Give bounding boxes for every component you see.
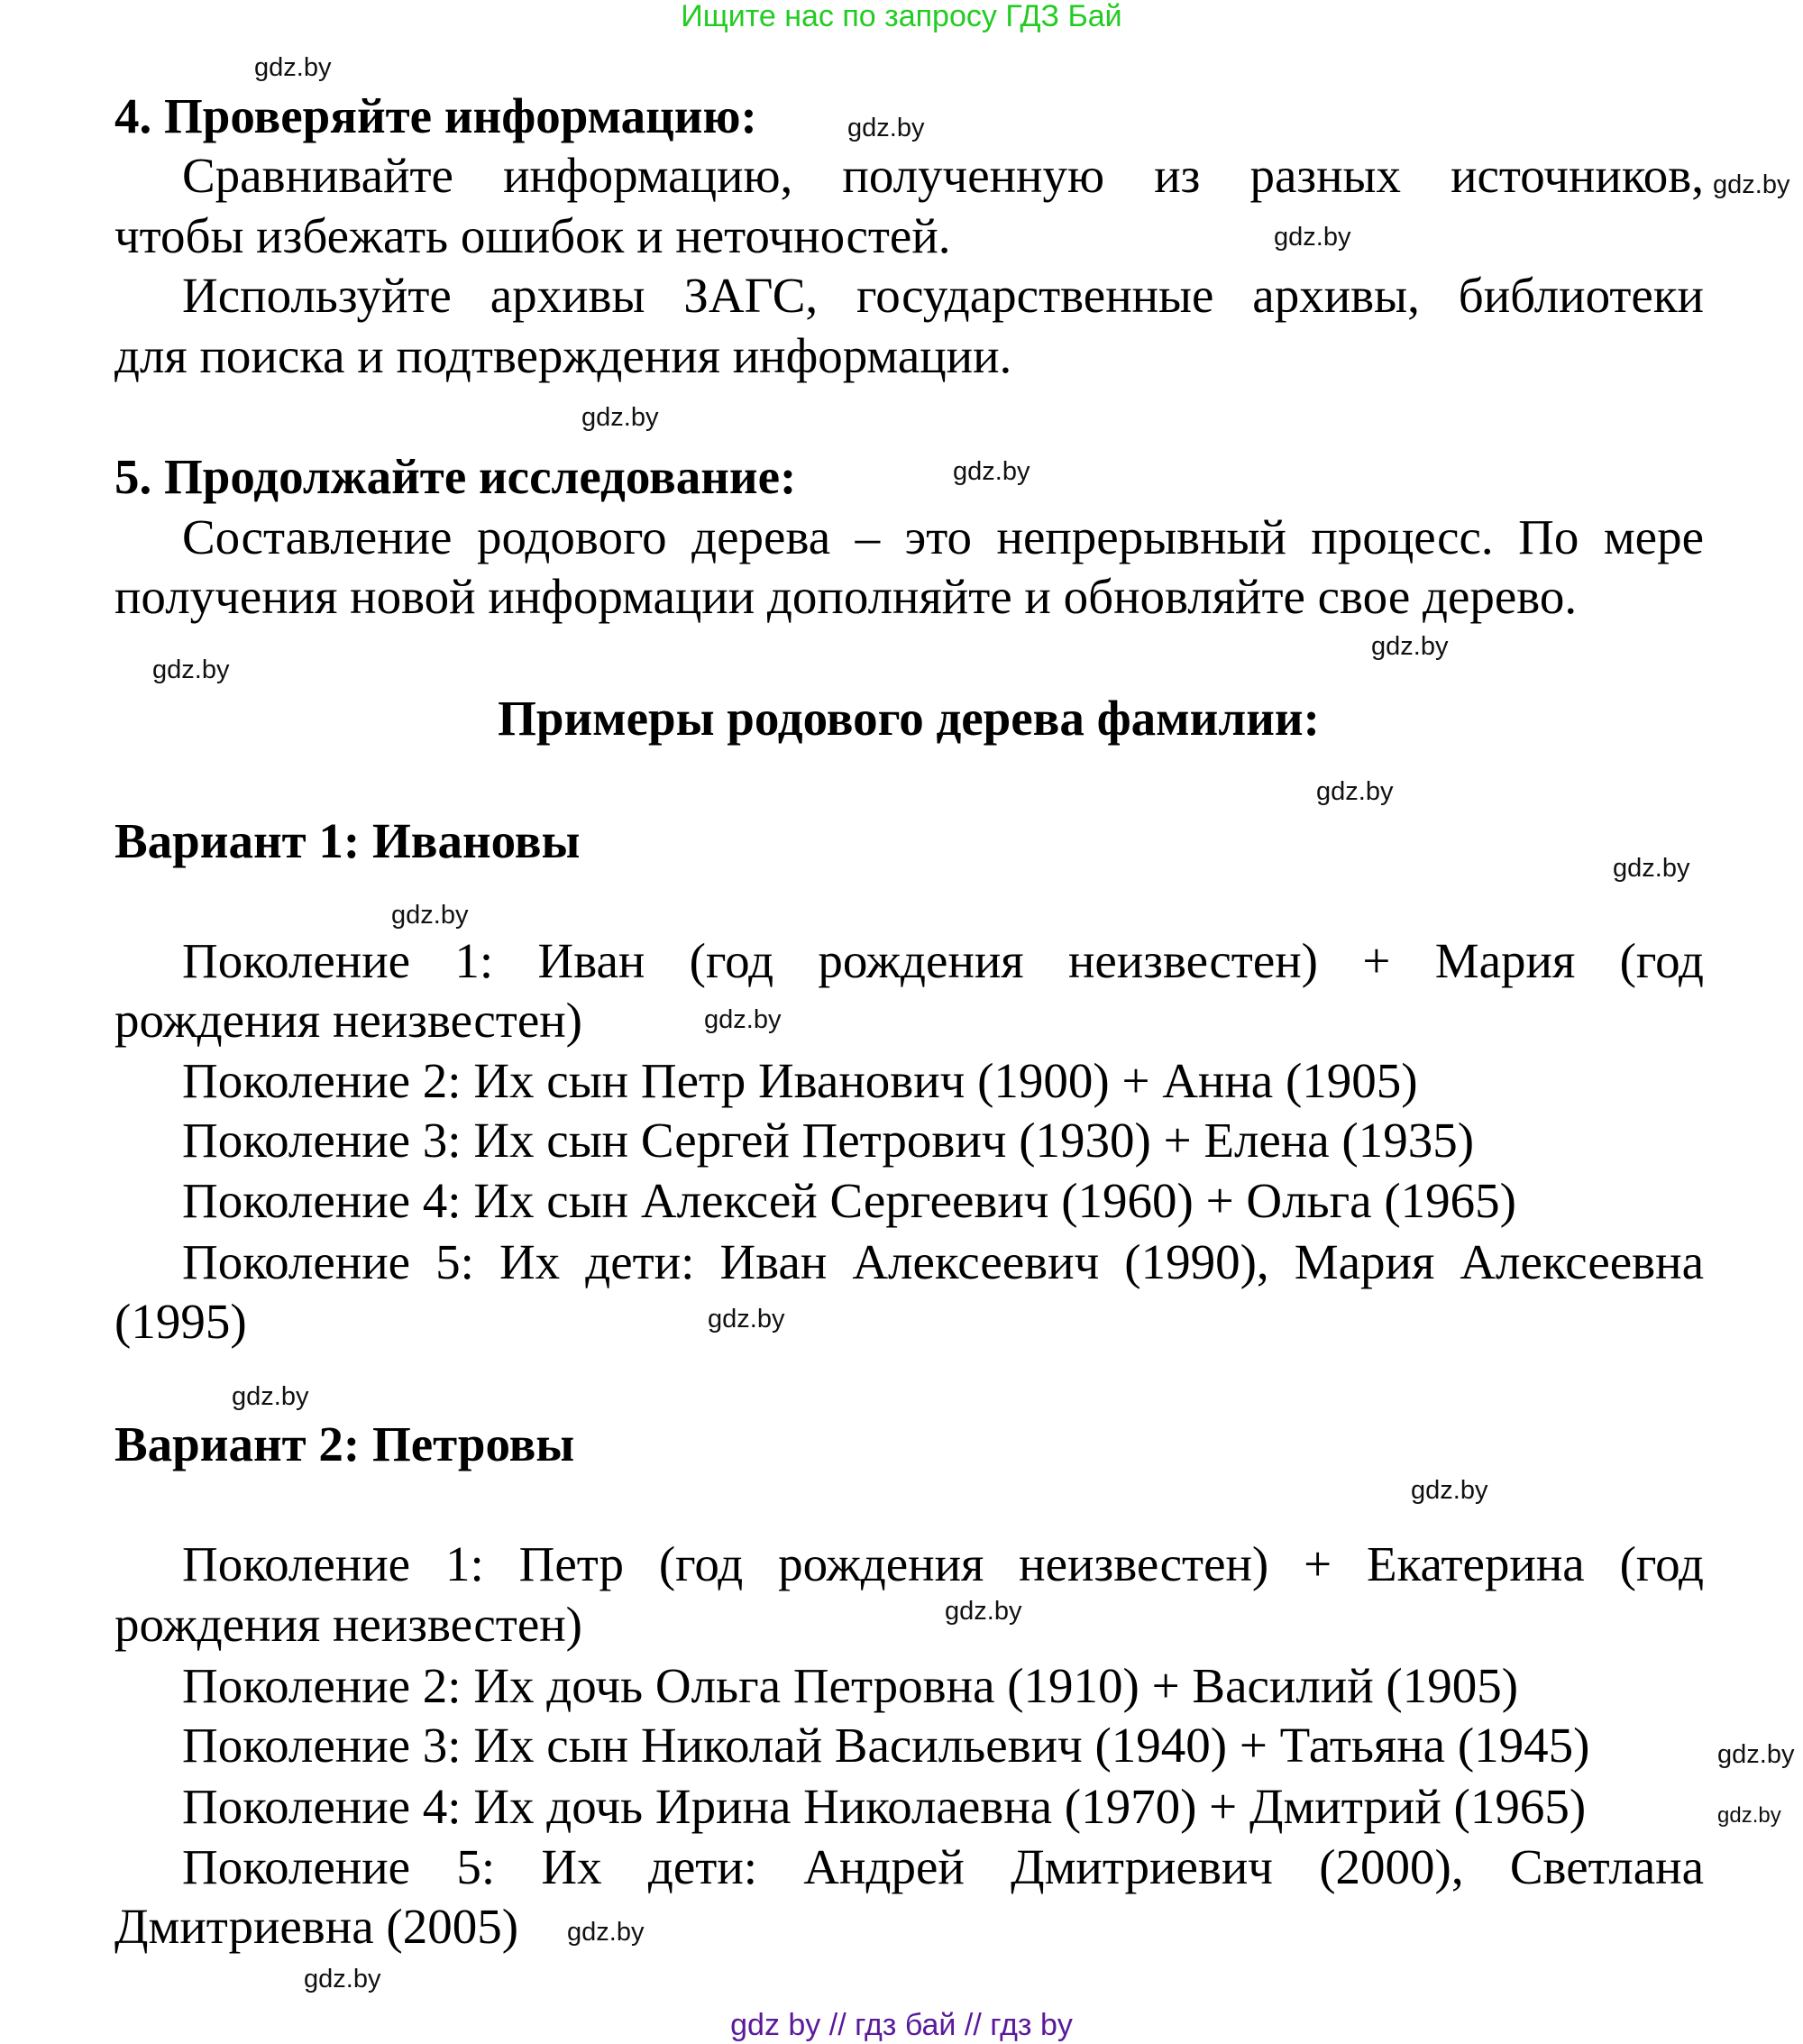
watermark: gdz.by xyxy=(1717,1803,1781,1828)
section-4-heading: 4. Проверяйте информацию: xyxy=(114,88,757,143)
generation-line: Поколение 2: Их сын Петр Иванович (1900) + Анна (1905) xyxy=(182,1053,1418,1108)
examples-heading: Примеры родового дерева фамилии: xyxy=(498,691,1320,746)
watermark: gdz.by xyxy=(232,1382,309,1411)
generation-line: Дмитриевна (2005) xyxy=(114,1899,519,1954)
paragraph-line: получения новой информации дополняйте и обновляйте свое дерево. xyxy=(114,569,1578,624)
variant-2-heading: Вариант 2: Петровы xyxy=(114,1416,575,1471)
watermark: gdz.by xyxy=(391,901,469,930)
generation-line: Поколение 5: Их дети: Иван Алексеевич (1990), Мария Алексеевна xyxy=(182,1234,1704,1289)
generation-line: Поколение 1: Петр (год рождения неизвестен) + Екатерина (год xyxy=(182,1536,1704,1591)
watermark: gdz.by xyxy=(567,1918,645,1947)
generation-line: Поколение 1: Иван (год рождения неизвестен) + Мария (год xyxy=(182,933,1704,988)
footer-links: gdz by // гдз бай // гдз by xyxy=(730,2008,1073,2042)
generation-line: рождения неизвестен) xyxy=(114,1597,582,1652)
watermark: gdz.by xyxy=(1713,170,1790,199)
watermark: gdz.by xyxy=(1274,223,1351,252)
section-5-heading: 5. Продолжайте исследование: xyxy=(114,449,797,504)
watermark: gdz.by xyxy=(1411,1476,1488,1505)
generation-line: Поколение 5: Их дети: Андрей Дмитриевич (2000), Светлана xyxy=(182,1839,1704,1894)
generation-line: Поколение 2: Их дочь Ольга Петровна (1910) + Василий (1905) xyxy=(182,1658,1519,1713)
watermark: gdz.by xyxy=(704,1005,782,1034)
watermark: gdz.by xyxy=(304,1965,381,1994)
generation-line: рождения неизвестен) xyxy=(114,993,582,1048)
watermark: gdz.by xyxy=(152,655,230,684)
paragraph-line: Сравнивайте информацию, полученную из разных источников, xyxy=(182,148,1704,203)
paragraph-line: чтобы избежать ошибок и неточностей. xyxy=(114,208,951,263)
watermark: gdz.by xyxy=(1717,1740,1795,1769)
variant-1-heading: Вариант 1: Ивановы xyxy=(114,813,581,868)
watermark: gdz.by xyxy=(953,457,1030,486)
watermark: gdz.by xyxy=(1613,854,1690,883)
generation-line: Поколение 3: Их сын Сергей Петрович (1930) + Елена (1935) xyxy=(182,1113,1475,1168)
paragraph-line: для поиска и подтверждения информации. xyxy=(114,328,1012,383)
paragraph-line: Составление родового дерева – это непрерывный процесс. По мере xyxy=(182,509,1704,564)
watermark: gdz.by xyxy=(847,114,925,142)
generation-line: Поколение 4: Их сын Алексей Сергеевич (1960) + Ольга (1965) xyxy=(182,1173,1516,1228)
paragraph-line: Используйте архивы ЗАГС, государственные архивы, библиотеки xyxy=(182,268,1704,323)
generation-line: (1995) xyxy=(114,1294,247,1349)
watermark: gdz.by xyxy=(581,403,659,432)
generation-line: Поколение 4: Их дочь Ирина Николаевна (1970) + Дмитрий (1965) xyxy=(182,1779,1587,1834)
watermark: gdz.by xyxy=(254,53,332,82)
watermark: gdz.by xyxy=(1371,632,1449,661)
search-banner: Ищите нас по запросу ГДЗ Бай xyxy=(681,0,1122,33)
generation-line: Поколение 3: Их сын Николай Васильевич (1940) + Татьяна (1945) xyxy=(182,1718,1590,1773)
watermark: gdz.by xyxy=(1316,777,1394,806)
watermark: gdz.by xyxy=(708,1305,785,1334)
watermark: gdz.by xyxy=(945,1597,1022,1626)
